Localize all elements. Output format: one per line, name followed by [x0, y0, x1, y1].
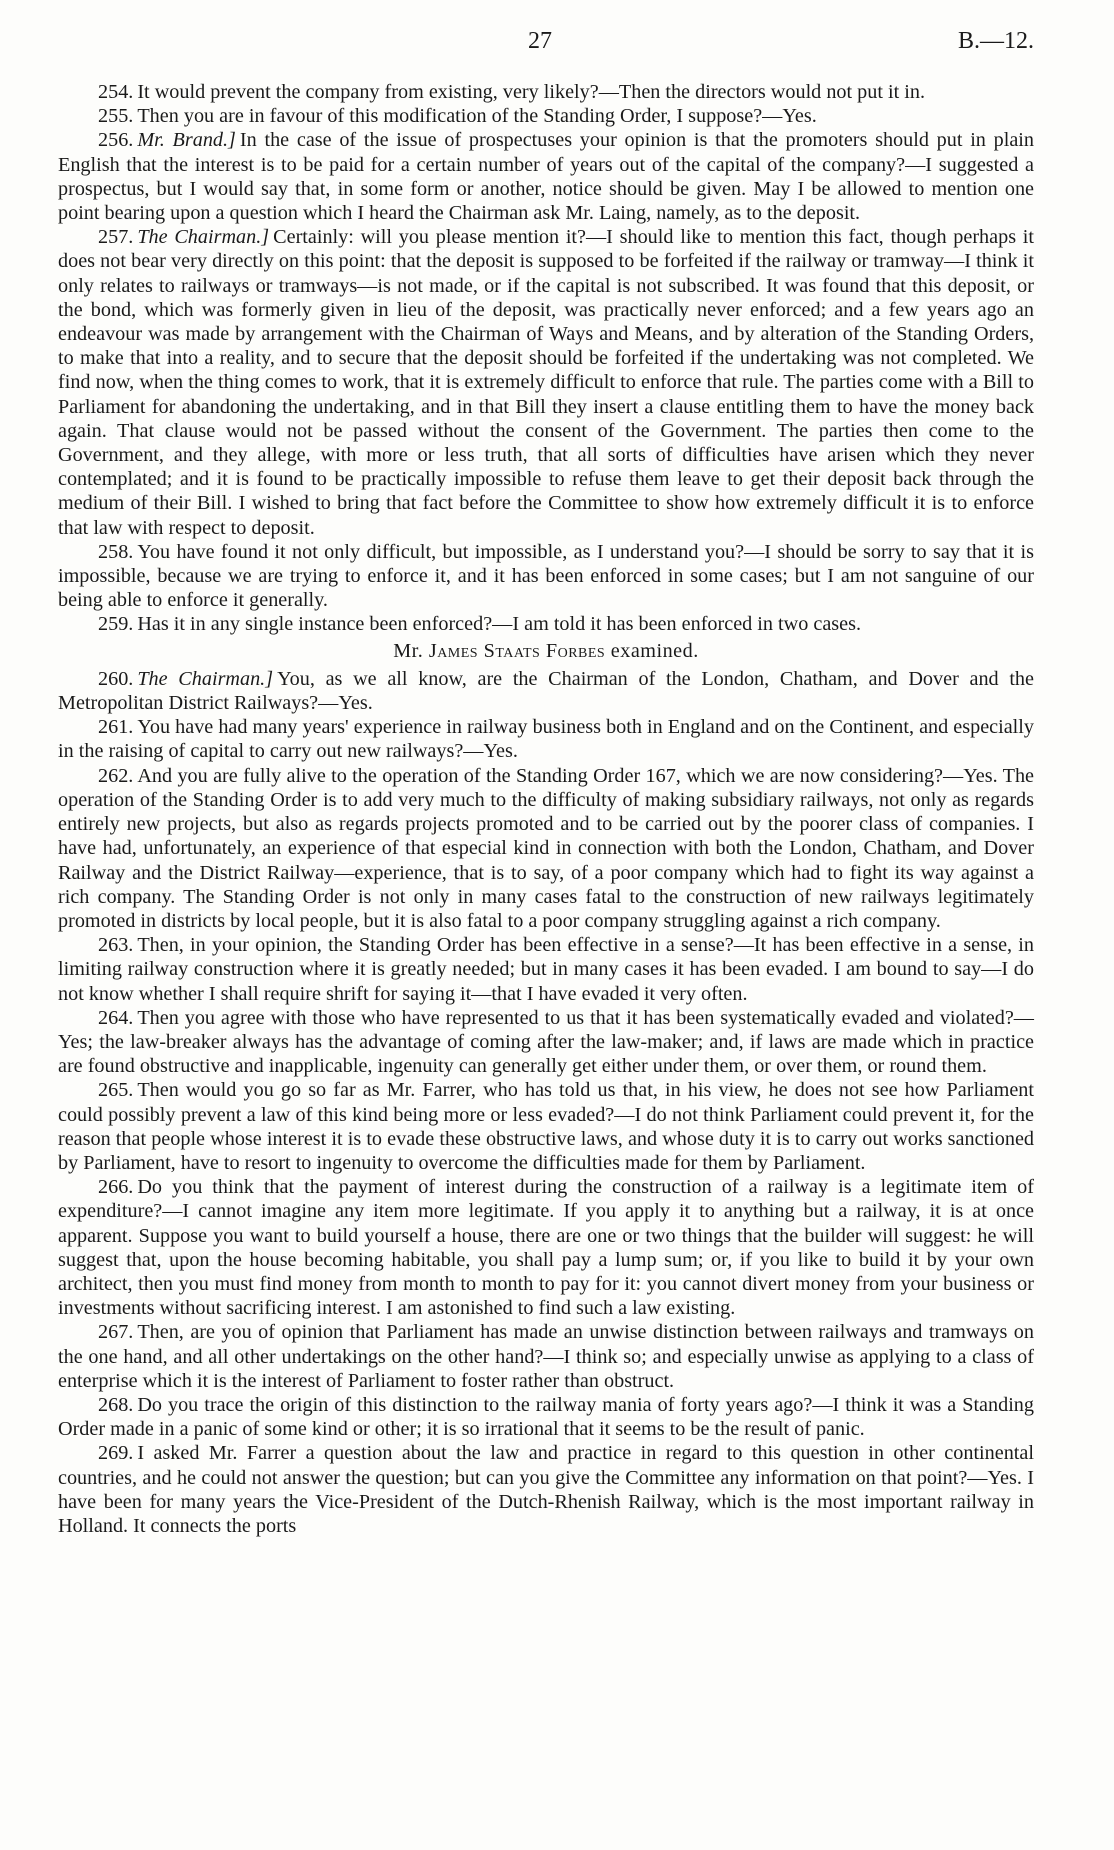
- question-number: 262.: [98, 764, 134, 787]
- question-paragraph: [58, 1175, 1034, 1320]
- question-paragraph: [58, 1006, 1034, 1079]
- paragraph-text: You have had many years' experience in railway business both in England and on the Continent, and especially in the raising of capital to carry out new railways?—Yes.: [58, 716, 1034, 763]
- question-number: 269.: [98, 1442, 134, 1465]
- speaker-label: Mr. Brand.]: [137, 129, 236, 152]
- paragraph-text: It would prevent the company from existing, very likely?—Then the directors would not put it in.: [137, 81, 926, 103]
- question-paragraph: [58, 612, 1034, 636]
- question-number: 256.: [98, 129, 134, 152]
- question-paragraph: [58, 933, 1034, 1006]
- paragraph-text: And you are fully alive to the operation of the Standing Order 167, which we are now considering?—Yes. The operation of the Standing Order is to add very much to the difficulty of making subsidiary railways, not only as regards entirely new projects, but also as regards projects promoted and to be carried out by the poorer class of companies. I have had, unfortunately, an experience of that especial kind in connection with both the London, Chatham, and Dover Railway and the District Railway—experience, that is to say, of a poor company which had to fight its way against a rich company. The Standing Order is not only in many cases fatal to the construction of new railways legitimately promoted in districts by local people, but it is also fatal to a poor company struggling against a rich company.: [58, 764, 1034, 932]
- question-number: 266.: [98, 1176, 134, 1199]
- question-paragraph: [58, 1393, 1034, 1441]
- question-number: 268.: [98, 1393, 134, 1416]
- question-number: 261.: [98, 716, 134, 739]
- section-heading-prefix: Mr.: [393, 639, 429, 662]
- question-number: 264.: [98, 1006, 134, 1029]
- question-number: 263.: [98, 934, 134, 957]
- page-number: 27: [528, 28, 552, 54]
- paragraph-text: Certainly: will you please mention it?—I should like to mention this fact, though perhaps it does not bear very directly on this point: that the deposit is supposed to be forfeited if the railway or tramway—I think it only relates to railways or tramways—is not made, or if the capital is not subscribed. It was found that this deposit, or the bond, which was formerly given in lieu of the deposit, was practically never enforced; and a few years ago an endeavour was made by arrangement with the Chairman of Ways and Means, and by alteration of the Standing Orders, to make that into a reality, and to secure that the deposit should be forfeited if the undertaking was not completed. We find now, when the thing comes to work, that it is extremely difficult to enforce that rule. The parties come with a Bill to Parliament for abandoning the undertaking, and in that Bill they insert a clause entitling them to have the money back again. That clause would not be passed without the consent of the Government. The parties then come to the Government, and they allege, with more or less truth, that all sorts of difficulties have arisen which they never contemplated; and it is found to be practically impossible to refuse them leave to get their deposit back through the medium of their Bill. I wished to bring that fact before the Committee to show how extremely difficult it is to enforce that law with respect to deposit.: [58, 226, 1034, 539]
- document-reference: B.—12.: [957, 28, 1034, 54]
- speaker-label: The Chairman.]: [137, 226, 270, 249]
- question-paragraph: [58, 715, 1034, 763]
- speaker-label: The Chairman.]: [137, 667, 274, 690]
- paragraph-text: In the case of the issue of prospectuses your opinion is that the promoters should put in plain English that the interest is to be paid for a certain number of years out of the capital of the company?—I suggested a prospectus, but I would say that, in some form or another, notice should be given. May I be allowed to mention one point bearing upon a question which I heard the Chairman ask Mr. Laing, namely, as to the deposit.: [58, 129, 1034, 225]
- question-number: 255.: [98, 105, 134, 128]
- question-paragraph: [58, 104, 1034, 128]
- paragraph-text: Then, are you of opinion that Parliament has made an unwise distinction between railways and tramways on the one hand, and all other undertakings on the other hand?—I think so; and especially unwise as applying to a class of enterprise which it is the interest of Parliament to foster rather than obstruct.: [58, 1321, 1034, 1392]
- paragraph-text: You, as we all know, are the Chairman of the London, Chatham, and Dover and the Metropolitan District Railways?—Yes.: [58, 667, 1034, 715]
- question-paragraph: [58, 1441, 1034, 1538]
- question-paragraph: [58, 667, 1034, 715]
- paragraphs-after: [58, 667, 1034, 1538]
- question-number: 267.: [98, 1321, 134, 1344]
- paragraph-text: Then, in your opinion, the Standing Order has been effective in a sense?—It has been effective in a sense, in limiting railway construction where it is greatly needed; but in many cases it has been evaded. I am bound to say—I do not know whether I shall require shrift for saying it—that I have evaded it very often.: [58, 934, 1034, 1005]
- paragraph-text: I asked Mr. Farrer a question about the law and practice in regard to this question in other continental countries, and he could not answer the question; but can you give the Committee any information on that point?—Yes. I have been for many years the Vice-President of the Dutch-Rhenish Railway, which is the most important railway in Holland. It connects the ports: [58, 1442, 1034, 1537]
- document-body: [58, 80, 1034, 1538]
- question-paragraph: [58, 1320, 1034, 1393]
- question-number: 257.: [98, 226, 134, 249]
- question-paragraph: [58, 128, 1034, 225]
- question-paragraph: [58, 225, 1034, 540]
- paragraphs-before: [58, 80, 1034, 637]
- section-heading-suffix: examined.: [605, 639, 699, 662]
- question-paragraph: [58, 80, 1034, 104]
- question-number: 258.: [98, 540, 134, 563]
- section-heading: [58, 639, 1034, 663]
- question-number: 254.: [98, 81, 134, 103]
- question-number: 259.: [98, 613, 134, 636]
- question-paragraph: [58, 764, 1034, 933]
- question-number: 265.: [98, 1079, 134, 1102]
- question-paragraph: [58, 540, 1034, 613]
- question-number: 260.: [98, 667, 134, 690]
- paragraph-text: Then you agree with those who have represented to us that it has been systematically evaded and violated?—Yes; the law-breaker always has the advantage of coming after the law-maker; and, if laws are made which in practice are found obstructive and inapplicable, ingenuity can generally get either under them, or over them, or round them.: [58, 1006, 1034, 1078]
- paragraph-text: Then would you go so far as Mr. Farrer, who has told us that, in his view, he does not see how Parliament could possibly prevent a law of this kind being more or less evaded?—I do not think Parliament could prevent it, for the reason that people whose interest it is to evade these obstructive laws, and whose duty it is to carry out works sanctioned by Parliament, have to resort to ingenuity to overcome the difficulties made for them by Parliament.: [58, 1079, 1034, 1174]
- paragraph-text: You have found it not only difficult, but impossible, as I understand you?—I should be sorry to say that it is impossible, because we are trying to enforce it, and it has been enforced in some cases; but I am not sanguine of our being able to enforce it generally.: [58, 540, 1034, 612]
- witness-name: James Staats Forbes: [428, 639, 606, 662]
- page-header: [0, 28, 1114, 68]
- paragraph-text: Then you are in favour of this modification of the Standing Order, I suppose?—Yes.: [137, 105, 817, 128]
- paragraph-text: Do you trace the origin of this distinction to the railway mania of forty years ago?—I think it was a Standing Order made in a panic of some kind or other; it is so irrational that it seems to be the result of panic.: [58, 1393, 1034, 1441]
- question-paragraph: [58, 1078, 1034, 1175]
- paragraph-text: Has it in any single instance been enforced?—I am told it has been enforced in two cases.: [137, 613, 862, 636]
- paragraph-text: Do you think that the payment of interest during the construction of a railway is a legitimate item of expenditure?—I cannot imagine any item more legitimate. If you apply it to anything but a railway, it is at once apparent. Suppose you want to build yourself a house, there are one or two things that the builder will suggest: he will suggest that, upon the house becoming habitable, you shall pay a lump sum; or, if you like to build it by your own architect, then you must find money from month to month to pay for it: you cannot divert money from your business or investments without sacrificing interest. I am astonished to find such a law existing.: [58, 1176, 1034, 1320]
